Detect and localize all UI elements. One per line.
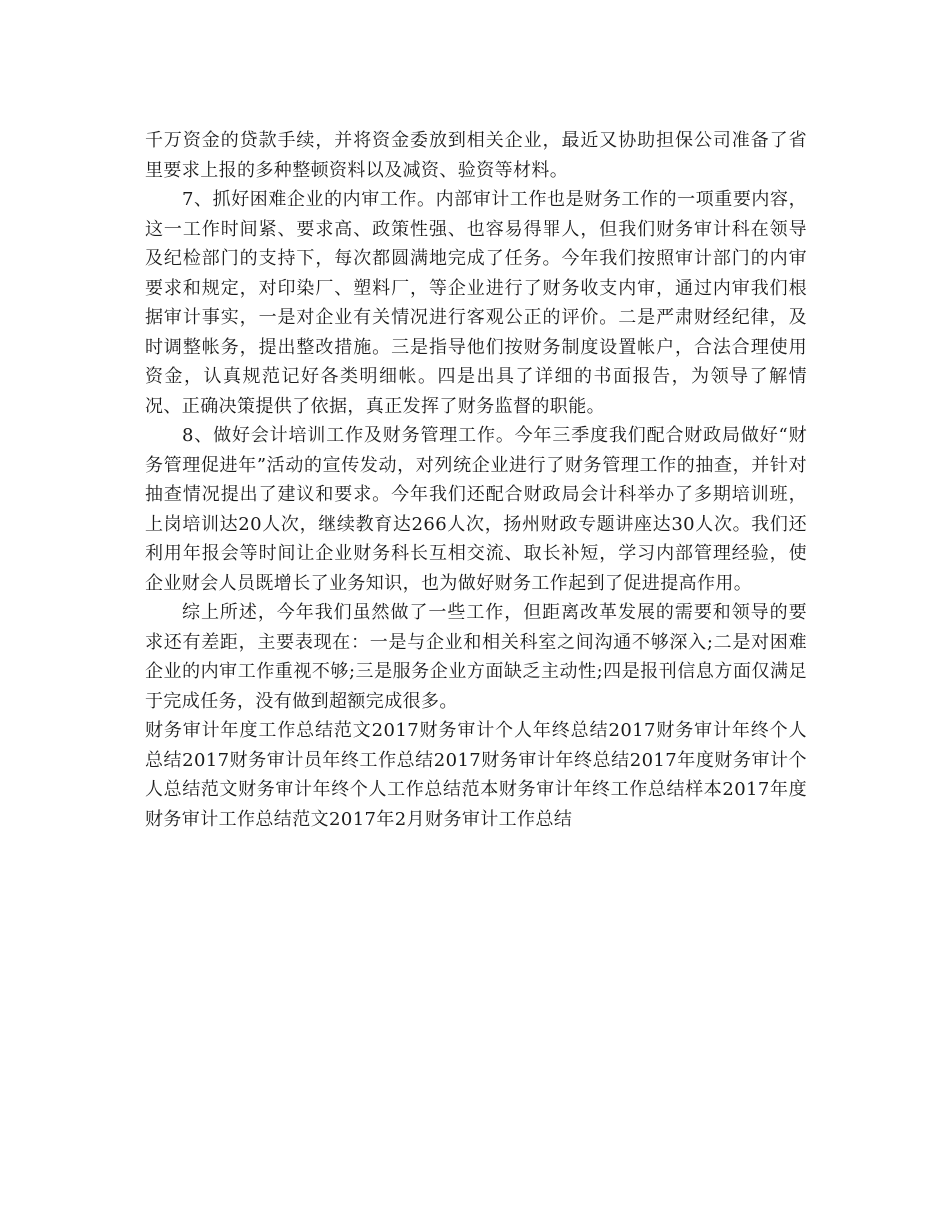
document-body (145, 126, 807, 834)
paragraph-internal-audit: 7、抓好困难企业的内审工作。内部审计工作也是财务工作的一项重要内容，这一工作时间紧、要求高、政策性强、也容易得罪人，但我们财务审计科在领导及纪检部门的支持下，每次都圆满地完成了任务。今年我们按照审计部门的内审要求和规定，对印染厂、塑料厂，等企业进行了财务收支内审，通过内审我们根据审计事实，一是对企业有关情况进行客观公正的评价。二是严肃财经纪律，及时调整帐务，提出整改措施。三是指导他们按财务制度设置帐户，合法合理使用资金，认真规范记好各类明细帐。四是出具了详细的书面报告，为领导了解情况、正确决策提供了依据，真正发挥了财务监督的职能。 (145, 189, 807, 417)
paragraph-related-titles: 财务审计年度工作总结范文2017财务审计个人年终总结2017财务审计年终个人总结2017财务审计员年终工作总结2017财务审计年终总结2017年度财务审计个人总结范文财务审计年终个人工作总结范本财务审计年终工作总结样本2017年度财务审计工作总结范文2017年2月财务审计工作总结 (145, 720, 807, 830)
paragraph-accounting-training: 8、做好会计培训工作及财务管理工作。今年三季度我们配合财政局做好“财务管理促进年”活动的宣传发动，对列统企业进行了财务管理工作的抽查，并针对抽查情况提出了建议和要求。今年我们还配合财政局会计科举办了多期培训班，上岗培训达20人次，继续教育达266人次，扬州财政专题讲座达30人次。我们还利用年报会等时间让企业财务科长互相交流、取长补短，学习内部管理经验，使企业财会人员既增长了业务知识，也为做好财务工作起到了促进提高作用。 (145, 425, 807, 594)
paragraph-continuation: 千万资金的贷款手续，并将资金委放到相关企业，最近又协助担保公司准备了省里要求上报的多种整顿资料以及减资、验资等材料。 (145, 130, 807, 181)
paragraph-summary-shortcomings: 综上所述，今年我们虽然做了一些工作，但距离改革发展的需要和领导的要求还有差距，主要表现在：一是与企业和相关科室之间沟通不够深入;二是对困难企业的内审工作重视不够;三是服务企业方面缺乏主动性;四是报刊信息方面仅满足于完成任务，没有做到超额完成很多。 (145, 602, 807, 712)
